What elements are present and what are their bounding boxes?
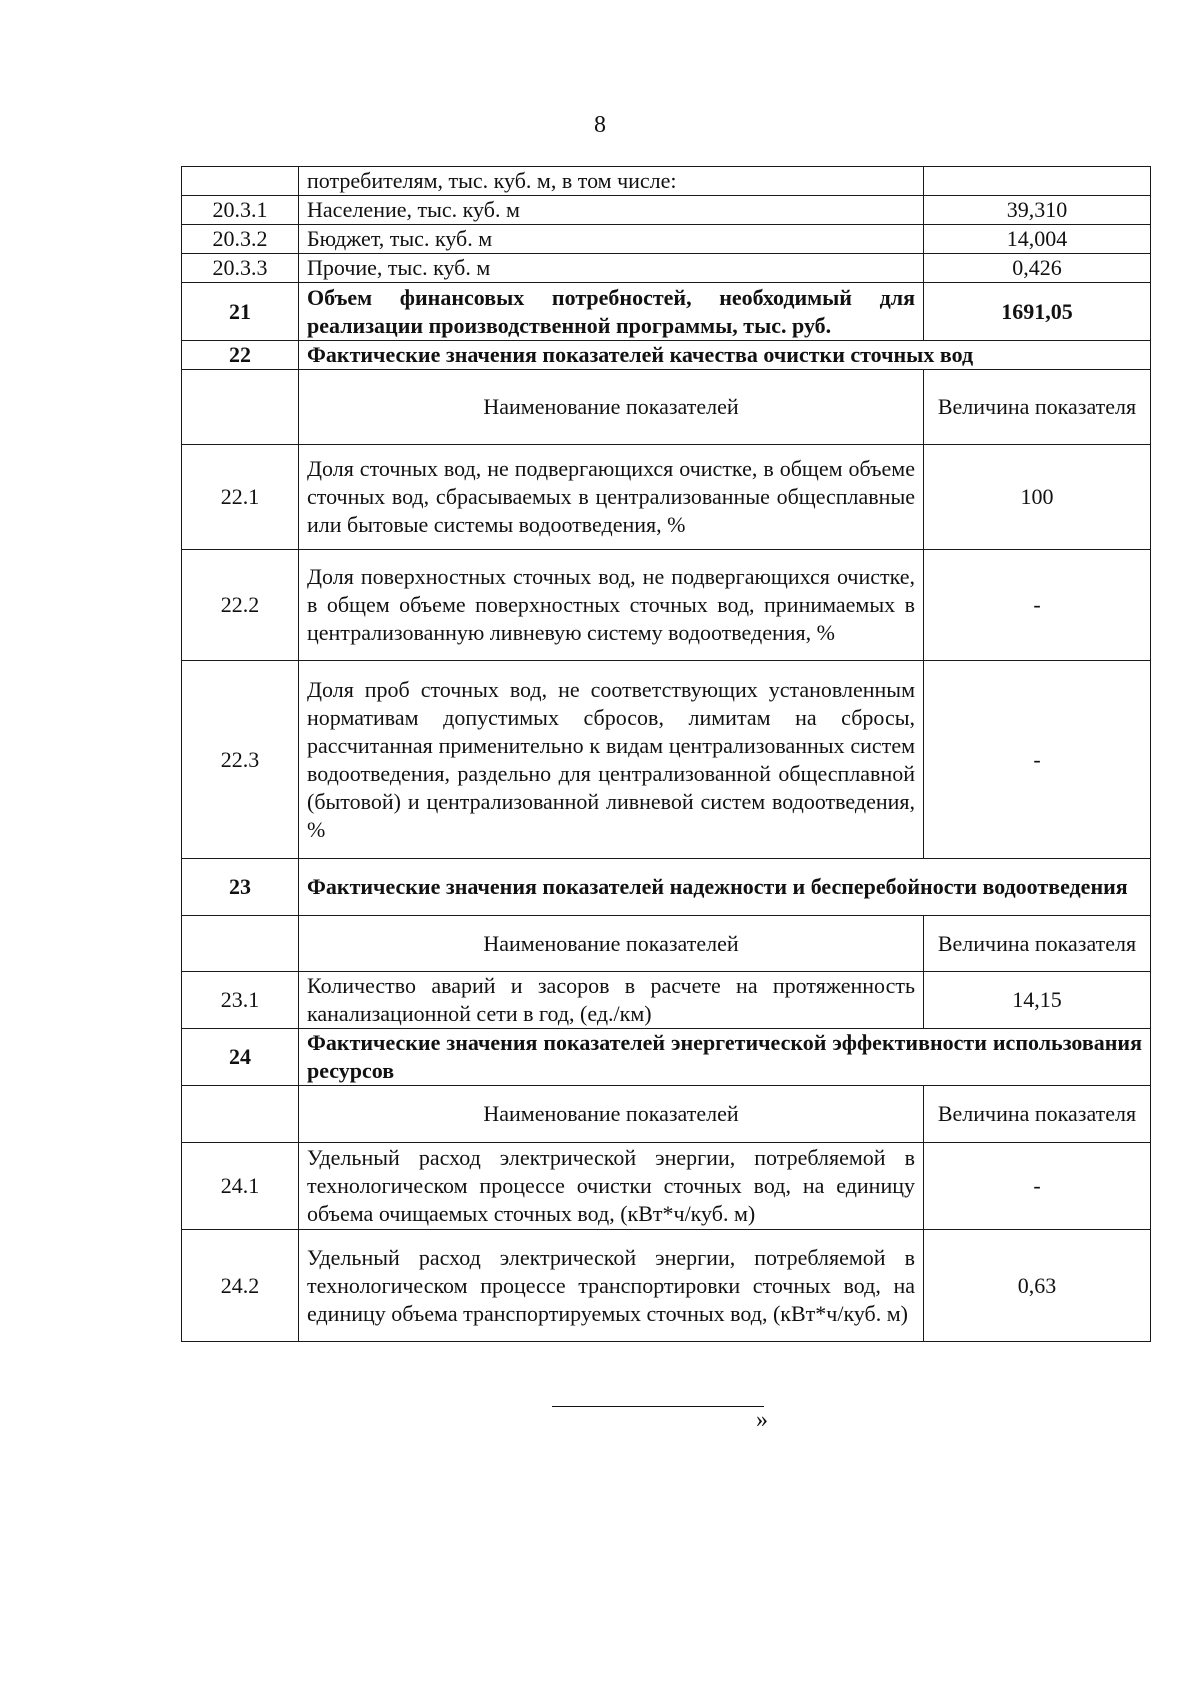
row-number: 22.2	[182, 550, 299, 661]
row-value: 100	[924, 445, 1151, 550]
closing-mark	[548, 1380, 768, 1434]
row-number	[182, 916, 299, 972]
section-title: Фактические значения показателей надежности и бесперебойности водоотведения	[299, 859, 1151, 916]
section-title: Фактические значения показателей энергетической эффективности использования ресурсов	[299, 1029, 1151, 1086]
section-title: Фактические значения показателей качества очистки сточных вод	[299, 341, 1151, 370]
row-value	[924, 167, 1151, 196]
row-number: 24.1	[182, 1143, 299, 1230]
row-number	[182, 370, 299, 445]
row-name: Доля сточных вод, не подвергающихся очистке, в общем объеме сточных вод, сбрасываемых в централизованные общесплавные или бытовые системы водоотведения, %	[299, 445, 924, 550]
row-number: 20.3.1	[182, 196, 299, 225]
table-row	[182, 661, 1151, 859]
row-value: 14,004	[924, 225, 1151, 254]
table-row	[182, 283, 1151, 341]
row-name: потребителям, тыс. куб. м, в том числе:	[299, 167, 924, 196]
column-header-name: Наименование показателей	[299, 916, 924, 972]
column-header-name: Наименование показателей	[299, 1086, 924, 1143]
section-header-row	[182, 341, 1151, 370]
row-value: 14,15	[924, 972, 1151, 1029]
section-number: 24	[182, 1029, 299, 1086]
row-value: 0,63	[924, 1230, 1151, 1342]
row-name: Количество аварий и засоров в расчете на протяженность канализационной сети в год, (ед./км)	[299, 972, 924, 1029]
row-number: 21	[182, 283, 299, 341]
row-name: Прочие, тыс. куб. м	[299, 254, 924, 283]
row-number	[182, 167, 299, 196]
column-header-row	[182, 370, 1151, 445]
table-row	[182, 445, 1151, 550]
table-row	[182, 550, 1151, 661]
row-name: Доля проб сточных вод, не соответствующих установленным нормативам допустимых сбросов, лимитам на сбросы, рассчитанная применительно к видам централизованных систем водоотведения, раздельно для централизованной общесплавной (бытовой) и централизованной ливневой систем водоотведения, %	[299, 661, 924, 859]
row-value: 39,310	[924, 196, 1151, 225]
row-name: Объем финансовых потребностей, необходимый для реализации производственной программы, тыс. руб.	[299, 283, 924, 341]
section-number: 22	[182, 341, 299, 370]
closing-underline	[552, 1384, 764, 1407]
column-header-row	[182, 916, 1151, 972]
row-name: Удельный расход электрической энергии, потребляемой в технологическом процессе очистки сточных вод, на единицу объема очищаемых сточных вод, (кВт*ч/куб. м)	[299, 1143, 924, 1230]
row-number: 23.1	[182, 972, 299, 1029]
table-row	[182, 225, 1151, 254]
table-row	[182, 1230, 1151, 1342]
row-name: Доля поверхностных сточных вод, не подвергающихся очистке, в общем объеме поверхностных сточных вод, принимаемых в централизованную ливневую систему водоотведения, %	[299, 550, 924, 661]
table-row	[182, 196, 1151, 225]
column-header-value: Величина показателя	[924, 1086, 1151, 1143]
column-header-row	[182, 1086, 1151, 1143]
row-value: 0,426	[924, 254, 1151, 283]
row-name: Население, тыс. куб. м	[299, 196, 924, 225]
section-header-row	[182, 859, 1151, 916]
table-row	[182, 254, 1151, 283]
table-row	[182, 1143, 1151, 1230]
table-row	[182, 972, 1151, 1029]
row-value: -	[924, 1143, 1151, 1230]
row-value: -	[924, 661, 1151, 859]
row-number: 22.1	[182, 445, 299, 550]
section-header-row	[182, 1029, 1151, 1086]
column-header-value: Величина показателя	[924, 916, 1151, 972]
row-number: 24.2	[182, 1230, 299, 1342]
row-name: Бюджет, тыс. куб. м	[299, 225, 924, 254]
row-value: 1691,05	[924, 283, 1151, 341]
section-number: 23	[182, 859, 299, 916]
row-number	[182, 1086, 299, 1143]
closing-quote: »	[756, 1407, 768, 1433]
indicators-table	[181, 166, 1151, 1342]
row-value: -	[924, 550, 1151, 661]
row-number: 22.3	[182, 661, 299, 859]
row-number: 20.3.3	[182, 254, 299, 283]
column-header-value: Величина показателя	[924, 370, 1151, 445]
page-number: 8	[594, 112, 606, 138]
row-name: Удельный расход электрической энергии, потребляемой в технологическом процессе транспортировки сточных вод, на единицу объема транспортируемых сточных вод, (кВт*ч/куб. м)	[299, 1230, 924, 1342]
column-header-name: Наименование показателей	[299, 370, 924, 445]
row-number: 20.3.2	[182, 225, 299, 254]
table-row	[182, 167, 1151, 196]
